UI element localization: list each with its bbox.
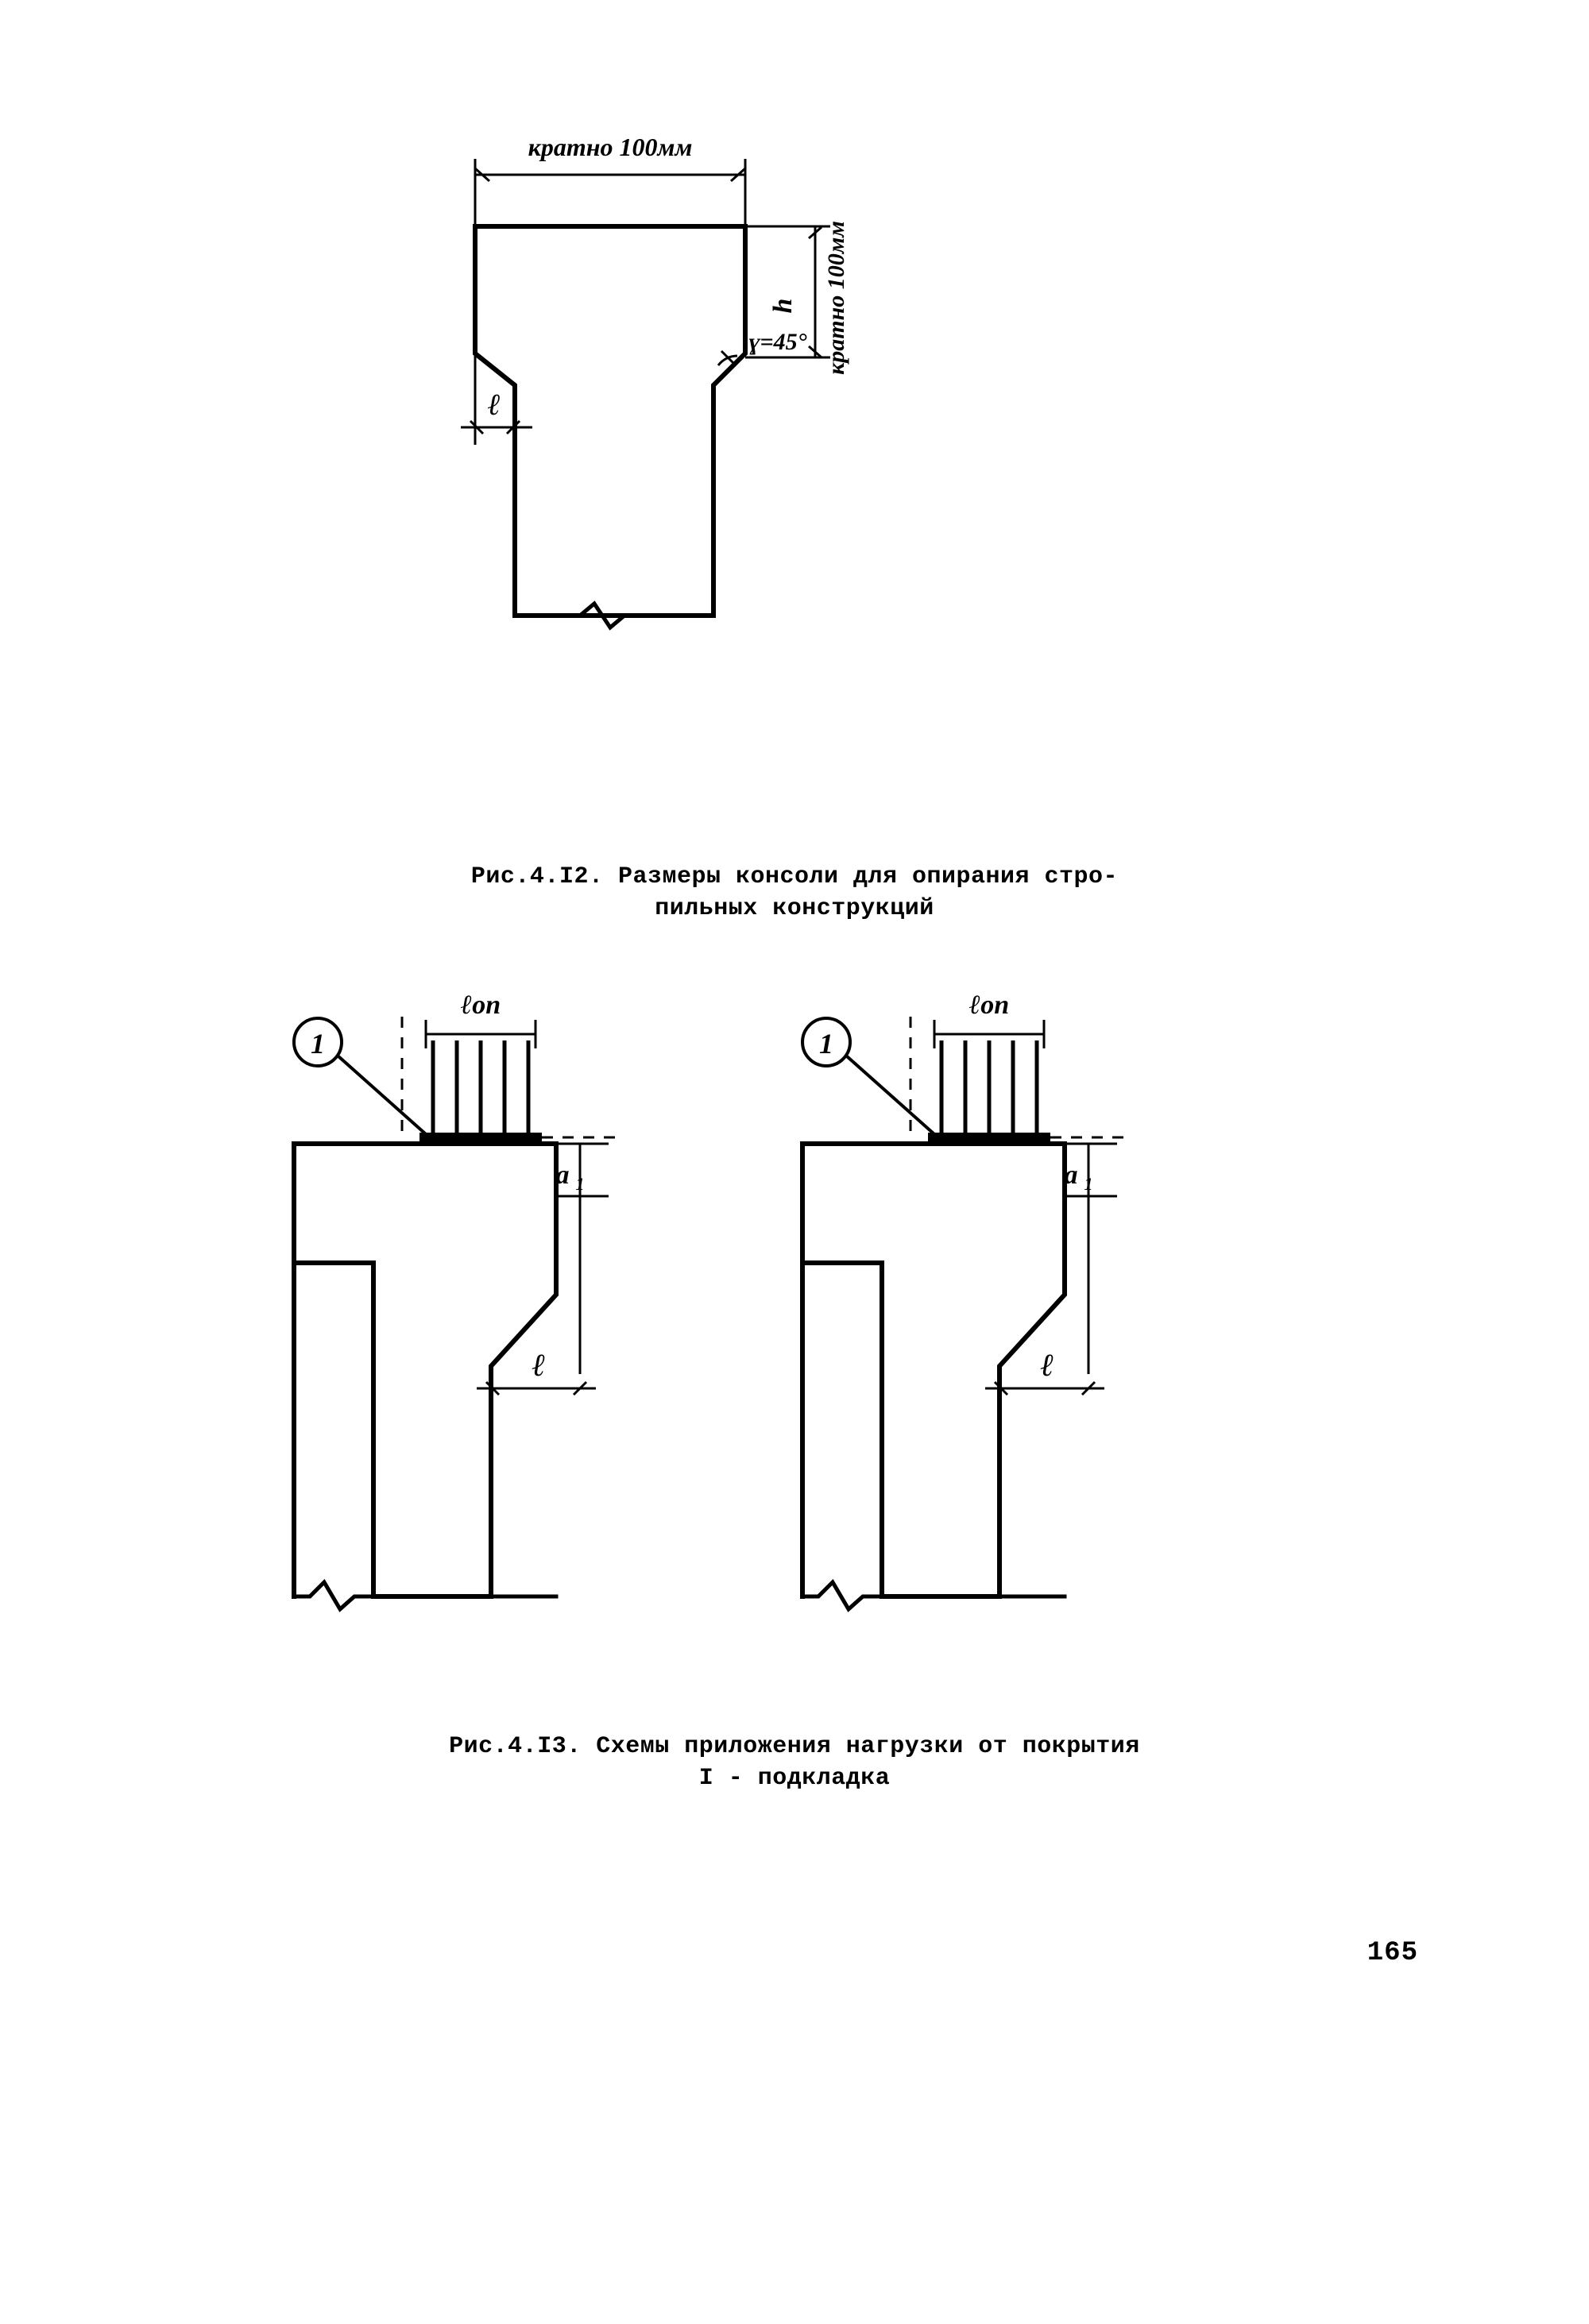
figure-4-13-left-offset-symbol: a [555,1160,570,1190]
figure-4-13-left-offset-index: 1 [575,1174,585,1194]
figure-4-12-caption-line-1: Рис.4.I2. Размеры консоли для опирания стро- [470,863,1119,890]
figure-4-13-right-offset-symbol: a [1064,1160,1078,1190]
figure-4-12-caption-line-2: пильных конструкций [655,894,934,922]
figure-4-13-right-load-width-label: ℓоп [968,993,1010,1020]
figure-4-12-drawing [342,127,1136,778]
figure-4-13-right-scheme [802,993,1127,1609]
figure-4-13-left-ledge-symbol: ℓ [532,1347,546,1383]
figure-4-13-left-callout-label: 1 [311,1028,325,1060]
figure-4-13-svg [262,993,1374,1708]
figure-4-13-caption-line-1: Рис.4.I3. Схемы приложения нагрузки от покрытия [449,1733,1140,1760]
figure-4-12-top-dimension-label: кратно 100мм [528,133,693,161]
figure-4-13-drawing [262,993,1374,1708]
figure-4-12-caption [0,862,1589,925]
figure-4-13-right-ledge-symbol: ℓ [1040,1347,1054,1383]
figure-4-13-left-scheme [294,993,618,1609]
figure-4-12-angle-label: ɣ=45° [748,329,807,355]
figure-4-13-left-load-width-label: ℓоп [460,993,501,1020]
figure-4-12-ledge-symbol: ℓ [487,388,501,422]
figure-4-13-caption-line-2: I - подкладка [698,1764,891,1792]
figure-4-13-caption [0,1731,1589,1794]
figure-4-12-svg [342,127,1136,778]
page-number: 165 [1367,1938,1418,1968]
figure-4-12-height-symbol: h [768,298,798,314]
figure-4-12-right-dimension-label: кратно 100мм [823,221,849,375]
figure-4-13-right-callout-label: 1 [819,1028,833,1060]
figure-4-13-right-offset-index: 1 [1084,1174,1093,1194]
